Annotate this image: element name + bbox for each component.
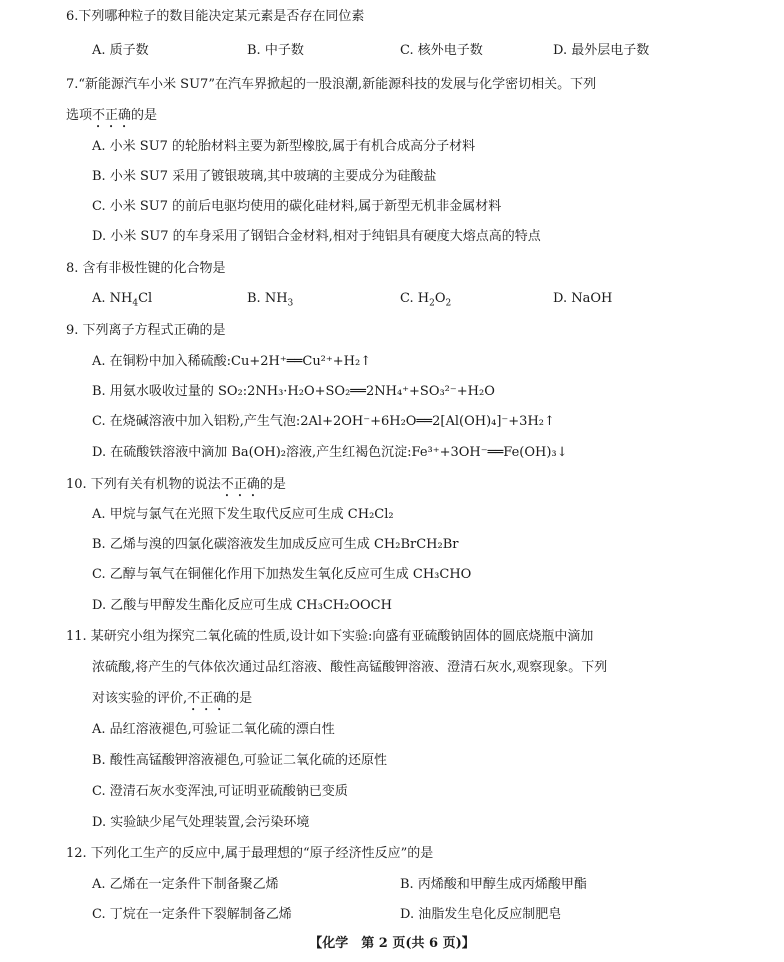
q7-stem-emphasis: 不正确 <box>92 108 132 123</box>
q12-option-a: A. 乙烯在一定条件下制备聚乙烯 <box>92 877 279 892</box>
q11-stem-pre: 对该实验的评价, <box>92 691 188 706</box>
q10-stem-pre: 10. 下列有关有机物的说法 <box>66 477 221 492</box>
q6-option-a: A. 质子数 <box>92 43 149 58</box>
q12-option-d: D. 油脂发生皂化反应制肥皂 <box>400 907 562 922</box>
q9-stem: 9. 下列离子方程式正确的是 <box>66 323 226 338</box>
q7-option-c: C. 小米 SU7 的前后电驱均使用的碳化硅材料,属于新型无机非金属材料 <box>92 199 502 214</box>
q8-c-mid: O <box>434 291 446 306</box>
q7-stem-pre: 选项 <box>66 108 93 123</box>
q11-stem-line1: 11. 某研究小组为探究二氧化硫的性质,设计如下实验:向盛有亚硫酸钠固体的圆底烧瓶中滴加 <box>66 629 594 644</box>
q10-option-d: D. 乙酸与甲醇发生酯化反应可生成 CH₃CH₂OOCH <box>92 598 392 613</box>
q11-option-a: A. 品红溶液褪色,可验证二氧化硫的漂白性 <box>92 722 335 737</box>
q7-option-d: D. 小米 SU7 的车身采用了钢铝合金材料,相对于纯铝具有硬度大熔点高的特点 <box>92 229 541 244</box>
q8-option-d: D. NaOH <box>553 291 613 306</box>
q8-c-sub2: 2 <box>445 298 452 309</box>
q8-option-b <box>247 290 293 308</box>
q10-option-b: B. 乙烯与溴的四氯化碳溶液发生加成反应可生成 CH₂BrCH₂Br <box>92 537 459 552</box>
q10-stem-emphasis: 不正确 <box>220 477 260 492</box>
q8-stem: 8. 含有非极性键的化合物是 <box>66 261 226 276</box>
q8-c-text: C. H <box>400 291 430 306</box>
q7-stem-line2 <box>66 107 157 131</box>
q8-b-sub: 3 <box>287 298 294 309</box>
q8-b-text: B. NH <box>247 291 288 306</box>
q8-option-c <box>400 290 451 308</box>
q6-option-c: C. 核外电子数 <box>400 43 483 58</box>
q7-stem-post: 的是 <box>131 108 158 123</box>
q12-stem: 12. 下列化工生产的反应中,属于最理想的“原子经济性反应”的是 <box>66 846 434 861</box>
q6-option-d: D. 最外层电子数 <box>553 43 650 58</box>
q8-a-post: Cl <box>138 291 153 306</box>
q8-option-a <box>92 290 152 308</box>
q7-stem-line1: 7.“新能源汽车小米 SU7”在汽车界掀起的一股浪潮,新能源科技的发展与化学密切相关。下列 <box>66 77 597 92</box>
q8-a-sub: 4 <box>132 298 139 309</box>
q6-stem: 6.下列哪种粒子的数目能决定某元素是否存在同位素 <box>66 9 365 24</box>
q10-stem-post: 的是 <box>259 477 286 492</box>
q11-stem-emphasis: 不正确 <box>187 691 227 706</box>
page-footer: 【化学 第 2 页(共 6 页)】 <box>309 936 475 951</box>
q9-option-c: C. 在烧碱溶液中加入铝粉,产生气泡:2Al+2OH⁻+6H₂O══2[Al(OH)₄]⁻+3H₂↑ <box>92 414 555 429</box>
q11-option-d: D. 实验缺少尾气处理装置,会污染环境 <box>92 815 310 830</box>
q10-stem <box>66 476 286 500</box>
q11-stem-line2: 浓硫酸,将产生的气体依次通过品红溶液、酸性高锰酸钾溶液、澄清石灰水,观察现象。下列 <box>92 660 608 675</box>
q8-a-text: A. NH <box>92 291 133 306</box>
q7-option-a: A. 小米 SU7 的轮胎材料主要为新型橡胶,属于有机合成高分子材料 <box>92 139 476 154</box>
q8-c-sub1: 2 <box>429 298 435 309</box>
q11-stem-post: 的是 <box>226 691 253 706</box>
q10-option-c: C. 乙醇与氧气在铜催化作用下加热发生氧化反应可生成 CH₃CHO <box>92 567 472 582</box>
q12-option-b: B. 丙烯酸和甲醇生成丙烯酸甲酯 <box>400 877 587 892</box>
q11-option-c: C. 澄清石灰水变浑浊,可证明亚硫酸钠已变质 <box>92 784 348 799</box>
q11-stem-line3 <box>92 690 252 714</box>
q9-option-b: B. 用氨水吸收过量的 SO₂:2NH₃·H₂O+SO₂══2NH₄⁺+SO₃²⁻+H₂O <box>92 384 495 399</box>
q7-option-b: B. 小米 SU7 采用了镀银玻璃,其中玻璃的主要成分为硅酸盐 <box>92 169 437 184</box>
q12-option-c: C. 丁烷在一定条件下裂解制备乙烯 <box>92 907 292 922</box>
q9-option-d: D. 在硫酸铁溶液中滴加 Ba(OH)₂溶液,产生红褐色沉淀:Fe³⁺+3OH⁻══Fe(OH)₃↓ <box>92 445 568 460</box>
q6-option-b: B. 中子数 <box>247 43 304 58</box>
q10-option-a: A. 甲烷与氯气在光照下发生取代反应可生成 CH₂Cl₂ <box>92 507 394 522</box>
q9-option-a: A. 在铜粉中加入稀硫酸:Cu+2H⁺══Cu²⁺+H₂↑ <box>92 354 372 369</box>
q11-option-b: B. 酸性高锰酸钾溶液褪色,可验证二氧化硫的还原性 <box>92 753 387 768</box>
